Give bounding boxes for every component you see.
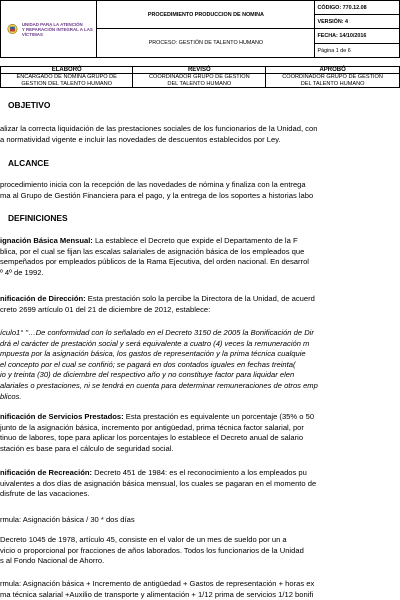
alcance-text: procedimiento inicia con la recepción de las novedades de nómina y finaliza con la entrega ma al Grupo de Gestión Financiera para el pago, y la entrega de los soportes a historias labo	[0, 180, 314, 200]
document-date: FECHA: 14/10/2016	[315, 29, 400, 44]
reviso-label: REVISÓ	[133, 67, 266, 74]
document-code: CÓDIGO: 770.12.08	[315, 1, 400, 15]
reviso-role: COORDINADOR GRUPO DE GESTIÓN DEL TALENTO HUMANO	[133, 74, 266, 88]
recreacion-term: nificación de Recreación:	[0, 468, 92, 477]
bonificacion-direccion-term: nificación de Dirección:	[0, 294, 86, 303]
servicios-prestados-definition: nificación de Servicios Prestados: Esta prestación es equivalente un porcentaje (35% o 50 junto de la asignación básica, incremento por antigüedad, prima técnica factor salarial, por tinuo de labores, tope para aplicar los porcentajes lo establece el Decreto anual de salario stación es base para el cálculo de seguridad social.	[0, 412, 315, 453]
document-header	[0, 0, 400, 58]
recreacion-definition: nificación de Recreación: Decreto 451 de 1984: es el reconocimiento a los empleados pu uivalentes a dos días de asignación básica mensual, los cuales se pagaran en el momento de disfrute de las vacaciones.	[0, 468, 317, 499]
asignacion-basica-term: ignación Básica Mensual:	[0, 236, 93, 245]
definiciones-heading: DEFINICIONES	[8, 213, 68, 223]
document-version: VERSIÓN: 4	[315, 15, 400, 29]
recreacion-formula: rmula: Asignación básica / 30 * dos días	[0, 515, 135, 524]
logo-line-1: UNIDAD PARA LA ATENCIÓN	[21, 21, 83, 27]
decreto-quote: ículo1° "…De conformidad con lo señalado en el Decreto 3150 de 2005 la Bonificación de Dir drá el carácter de prestación social y será equivalente a cuatro (4) veces la remuneración m mpuesta por la asignación básica, los gastos de representación y la prima técnica cualquie el concepto por el cual se confirió; se pagará en dos contados iguales en fechas treinta( io y treinta (30) de diciembre del respectivo año y no constituye factor para liquidar elen alariales o prestaciones, ni se tendrá en cuenta para determinar remuneraciones de otros emp blicos.	[0, 328, 318, 401]
page-number: Página 1 de 6	[315, 44, 400, 58]
approval-table	[0, 66, 400, 88]
bonificacion-direccion-definition: nificación de Dirección: Esta prestación solo la percibe la Directora de la Unidad, de acuerd creto 2699 artículo 01 del 21 de diciembre de 2012, establece:	[0, 294, 315, 314]
alcance-heading: ALCANCE	[8, 158, 49, 168]
objetivo-heading: OBJETIVO	[8, 100, 51, 110]
vacaciones-formula: rmula: Asignación básica + Incremento de antigüedad + Gastos de representación + horas ex ma técnica salarial +Auxilio de transporte y alimentación + 1/12 prima de servicios 1/12 bonifi	[0, 579, 315, 599]
process-name: PROCESO: GESTIÓN DE TALENTO HUMANO	[97, 29, 315, 58]
document-title: PROCEDIMIENTO PRODUCCION DE NOMINA	[97, 1, 315, 29]
logo-line-2: Y REPARACIÓN INTEGRAL A LAS VÍCTIMAS	[21, 26, 93, 37]
servicios-prestados-term: nificación de Servicios Prestados:	[0, 412, 124, 421]
institution-logo	[3, 1, 94, 57]
coat-of-arms-icon	[7, 22, 18, 36]
logo-cell	[1, 1, 97, 58]
aprobo-label: APROBÓ	[266, 67, 400, 74]
vacaciones-definition: Decreto 1045 de 1978, artículo 45, consiste en el valor de un mes de sueldo por un a vicio o proporcional por fracciones de años laborados. Todos los funcionarios de la Unidad s al Fondo Nacional de Ahorro.	[0, 535, 304, 566]
aprobo-role: COORDINADOR GRUPO DE GESTIÓN DEL TALENTO HUMANO	[266, 74, 400, 88]
elaboro-label: ELABORÓ	[1, 67, 133, 74]
elaboro-role: ENCARGADO DE NOMINA GRUPO DE GESTION DEL TALENTO HUMANO	[1, 74, 133, 88]
objetivo-text: alizar la correcta liquidación de las prestaciones sociales de los funcionarios de la Unidad, con a normatividad vigente e incluir las novedades de descuentos establecidos por Ley.	[0, 124, 318, 144]
asignacion-basica-definition: ignación Básica Mensual: La establece el Decreto que expide el Departamento de la F blica, por el cual se fijan las escalas salariales de asignación básica de los empleados que sempeñados por empleados públicos de la Rama Ejecutiva, del orden nacional. En desarrol º 4º de 1992.	[0, 236, 309, 277]
